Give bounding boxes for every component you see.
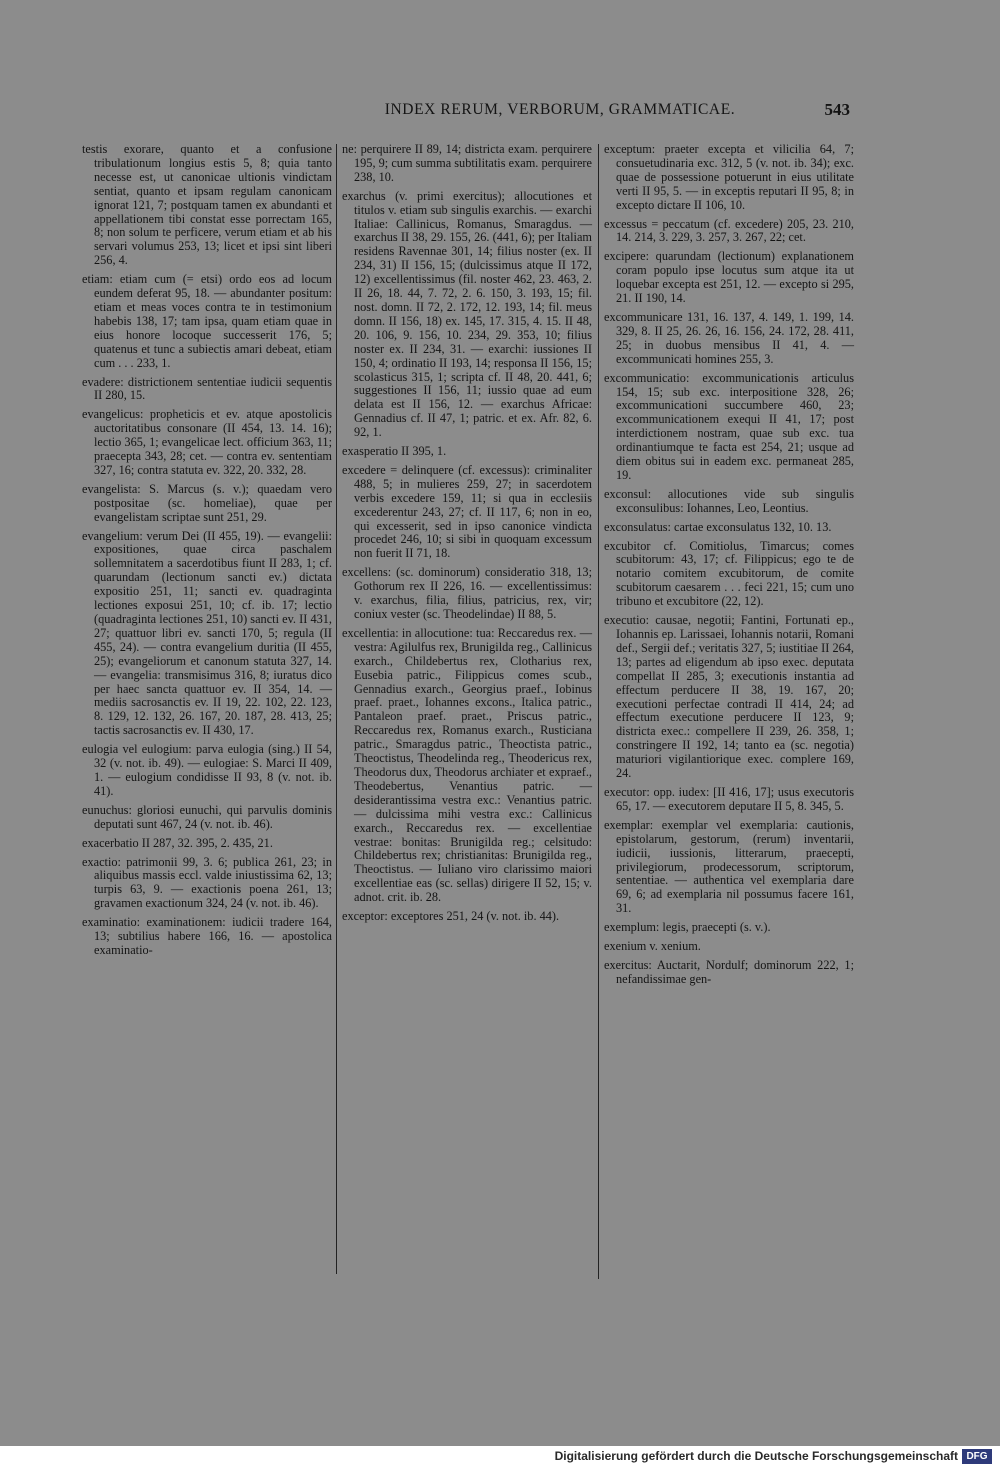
index-entry: evangelista: S. Marcus (s. v.); quaedam vero postpositae (sc. homeliae), quae per evangelistam scriptae sunt 251, 29. [82, 481, 332, 524]
index-entry: excommunicare 131, 16. 137, 4. 149, 1. 199, 14. 329, 8. II 25, 26. 26, 16. 156, 24. 172, 28. 411, 25; in duobus mensibus II 41, 4. — excommunicati homines 255, 3. [604, 309, 854, 366]
index-entry: eulogia vel eulogium: parva eulogia (sing.) II 54, 32 (v. not. ib. 49). — eulogiae: S. Marci II 409, 1. — eulogium condidisse II 93, 8 (v. not. ib. 41). [82, 742, 332, 798]
funding-credit: Digitalisierung gefördert durch die Deutsche Forschungsgemeinschaft [554, 1449, 958, 1463]
index-entry: etiam: etiam cum (= etsi) ordo eos ad locum eundem deferat 95, 18. — abundanter positum: etiam et meas voces contra te in testimonium habebis 138, 17; tam ipsa, quam etiam quae in eius honore locoque successerit 176, 5; quatenus et tunc a subiectis amari debeat, etiam cum . . . 233, 1. [82, 272, 332, 370]
index-entry: exacerbatio II 287, 32. 395, 2. 435, 21. [82, 835, 273, 850]
index-entry: testis exorare, quanto et a confusione tribulationum longius estis 5, 8; quia tanto necesse est, ut canonicae ultionis vindictam sentiat, quanto et ipsam regulam canonicam ignorat 121, 7; postquam tamen ex abundanti et appellationem tibi constat esse porrectam 165, 8; non solum te perficere, verum etiam et ab his servari volumus 253, 13; licet et ipsi sint liberi 256, 4. [82, 142, 332, 268]
dfg-logo: DFG [962, 1449, 992, 1464]
index-entry: evangelium: verum Dei (II 455, 19). — evangelii: expositiones, quae circa paschalem sollemnitatem a sacerdotibus fiunt II 283, 1; cf. quarundam (lectionum sancti ev.) dictata expositio 251, 11; sancti ev. quadraginta lectiones exposui 251, 10; cf. ib. 17; lectio (quadraginta lectiones 251, 10) sancti ev. II 431, 27; quattuor libri ev. sancti 170, 5; regula (II 455, 24). — contra evangelium duritia (II 455, 25); evangeliorum et canonum statuta 327, 14. — evangelia: transmisimus 316, 8; iuratus dico per haec sancta quattuor ev. II 354, 14. — mediis sacrosanctis ev. II 19, 22. 102, 22. 123, 8. 129, 12. 132, 26. 167, 20. 187, 28. 413, 25; tactis sacrosanctis ev. II 430, 17. [82, 528, 332, 738]
index-entry: excellentia: in allocutione: tua: Reccaredus rex. — vestra: Agilulfus rex, Brunigilda reg., Callinicus exarch., Childebertus rex, Clotharius rex, Eusebia patric., Filippicus comes scub., Gennadius exarch., Georgius praef., Iobinus praef. praet., Iohannes excons., Italica patric., Pantaleon praef. praet., Priscus patric., Reccaredus rex, Romanus exarch., Rusticiana patric., Smaragdus patric., Theoctista patric., Theoctistus, Theodelinda reg., Theodericus rex, Theodorus dux, Theodorus archiater et expraef., Theodebertus, Venantius patric. — desiderantissima vestra exc.: Venantius patric. — dulcissima mihi vestra exc.: Callinicus exarch., Reccaredus rex. — excellentiae vestrae: bonitas: Brunigilda reg.; celsitudo: Childebertus rex; christianitas: Brunigilda reg., Theoctistus. — Iuliano viro clarissimo maiori excellentiae eas (sc. sellas) dirigere II 52, 15; v. adnot. crit. ib. 28. [342, 625, 592, 905]
index-entry: examinatio: examinationem: iudicii tradere 164, 13; subtilius habere 166, 16. — apostolica examinatio- [82, 915, 332, 957]
index-entry: ne: perquirere II 89, 14; districta exam. perquirere 195, 9; cum summa subtilitatis exam. perquirere 238, 10. [342, 142, 592, 184]
index-entry: excipere: quarundam (lectionum) explanationem coram populo ipse locutus sum atque ita ut loquebar excepta est 251, 12. — excepto si 295, 21. II 190, 14. [604, 249, 854, 306]
index-entry: exemplar: exemplar vel exemplaria: cautionis, epistolarum, gestorum, (rerum) inventarii, iudicii, iussionis, litterarum, praecepti, privilegiorum, prodecessorum, scriptorum, sententiae. — authentica vel exemplaria dare 69, 6; ad exemplaria nil possumus facere 161, 31. [604, 817, 854, 916]
index-entry: excellens: (sc. dominorum) consideratio 318, 13; Gothorum rex II 226, 16. — excellentissimus: v. exarchus, filia, filius, patricius, rex, vir; coniux vester (sc. Theodelindae) II 88, 5. [342, 565, 592, 621]
index-entry: excommunicatio: excommunicationis articulus 154, 15; sub exc. interpositione 328, 26; excommunicationi succumbere 460, 23; excommunicationem exequi II 41, 17; post interdictionem nostram, quae sub exc. tua ordinantiumque te facta est 254, 21; usque ad diem obitus sui in eadem exc. permaneat 285, 19. [604, 370, 854, 482]
index-entry: excessus = peccatum (cf. excedere) 205, 23. 210, 14. 214, 3. 229, 3. 257, 3. 267, 22; cet. [604, 216, 854, 245]
index-entry: excedere = delinquere (cf. excessus): criminaliter 488, 5; in mulieres 259, 27; in sacerdotem verbis excedere 159, 11; si qua in ecclesiis excederentur 243, 27; cf. II 117, 6; non in eo, qui excesserit, sed in ipso canonice vindicta procedet 246, 10; si sibi in quoquam excessum non fuerit II 71, 18. [342, 462, 592, 561]
index-entry: exemplum: legis, praecepti (s. v.). [604, 920, 771, 935]
running-head: INDEX RERUM, VERBORUM, GRAMMATICAE. [384, 101, 736, 118]
index-entry: exasperatio II 395, 1. [342, 444, 447, 459]
index-entry: exceptor: exceptores 251, 24 (v. not. ib. 44). [342, 909, 560, 924]
footer-bar [0, 1446, 1000, 1468]
index-entry: exenium v. xenium. [604, 939, 701, 954]
index-column-1 [82, 143, 332, 963]
index-entry: executor: opp. iudex: [II 416, 17]; usus executoris 65, 17. — executorem deputare II 5, 8. 345, 5. [604, 784, 854, 813]
index-entry: executio: causae, negotii; Fantini, Fortunati ep., Iohannis ep. Larissaei, Iohannis notarii, Romani def., Sergii def.; veritatis 327, 5; iustitiae II 264, 13; partes ad eligendum ab ipso exec. deputata compellat II 285, 3; executionis instantia ad effectum perducere II 38, 19. 167, 20; executioni perfectae contradi II 414, 24; ad effectum executione perducere II 123, 9; districta exec.: compellere II 239, 26. 358, 1; constringere II 192, 14; tanto ea (sc. negotia) maturiori vigilantiorique exec. complere 169, 24. [604, 613, 854, 781]
index-entry: excubitor cf. Comitiolus, Timarcus; comes scubitorum: 43, 17; cf. Filippicus; ego te de notario comitem excubitorum, de comite scubitorum caesarem . . . feci 221, 15; cum uno tribuno et excubitore (22, 12). [604, 538, 854, 609]
index-column-2 [342, 143, 592, 929]
index-entry: exarchus (v. primi exercitus); allocutiones et titulos v. etiam sub singulis exarchis. — exarchi Italiae: Callinicus, Romanus, Smaragdus. — exarchus II 38, 29. 155, 26. (441, 6); per Italiam residens Ravennae 301, 14; filius noster (ex. II 234, 31) II 156, 15; (dulcissimus atque II 172, 12) excellentissimus (fil. noster 462, 23. 463, 2. II 26, 18. 44, 7. 72, 2. 6. 150, 3. 193, 15; fil. nost. domn. II 72, 2. 172, 12. 193, 14; fil. meus domn. II 156, 18) ex. 145, 17. 315, 4. 15. II 48, 20. 106, 9. 156, 10. 234, 29. 353, 10; filius noster ex. II 234, 31. — exarchi: iussiones II 150, 4; ordinatio II 193, 14; responsa II 156, 15; scolasticus 315, 1; scripta cf. II 48, 20. 441, 6; suggestiones II 156, 11; iussio quae ad eum delata est II 156, 12. — exarchus Africae: Gennadius cf. II 47, 1; patric. et ex. Afr. 82, 6. 92, 1. [342, 188, 592, 440]
index-entry: exconsul: allocutiones vide sub singulis exconsulibus: Iohannes, Leo, Leontius. [604, 486, 854, 515]
column-divider [598, 144, 599, 1279]
index-entry: exceptum: praeter excepta et vilicilia 64, 7; consuetudinaria exc. 312, 5 (v. not. ib. 34); exc. quae de possessione potuerunt in eius utilitate verti II 95, 5. — in exceptis reputari II 95, 8; in excepto dictare II 106, 10. [604, 142, 854, 212]
index-entry: exconsulatus: cartae exconsulatus 132, 10. 13. [604, 519, 832, 534]
index-entry: eunuchus: gloriosi eunuchi, qui parvulis dominis deputati sunt 467, 24 (v. not. ib. 46). [82, 802, 332, 831]
index-entry: exercitus: Auctarit, Nordulf; dominorum 222, 1; nefandissimae gen- [604, 957, 854, 986]
page-number: 543 [824, 100, 850, 119]
index-entry: evadere: districtionem sententiae iudicii sequentis II 280, 15. [82, 374, 332, 403]
index-entry: exactio: patrimonii 99, 3. 6; publica 261, 23; in aliquibus massis eccl. valde iniustissima 62, 13; turpis 63, 9. — exactionis poena 261, 13; gravamen exactionum 324, 24 (v. not. ib. 46). [82, 854, 332, 911]
index-column-3 [604, 143, 854, 992]
column-divider [336, 144, 337, 1274]
index-entry: evangelicus: propheticis et ev. atque apostolicis auctoritatibus consonare (II 454, 13. 14. 16); lectio 365, 1; evangelicae lect. officium 363, 11; praecepta 343, 28; cet. — contra ev. sententiam 327, 16; contra statuta ev. 322, 20. 332, 28. [82, 407, 332, 477]
